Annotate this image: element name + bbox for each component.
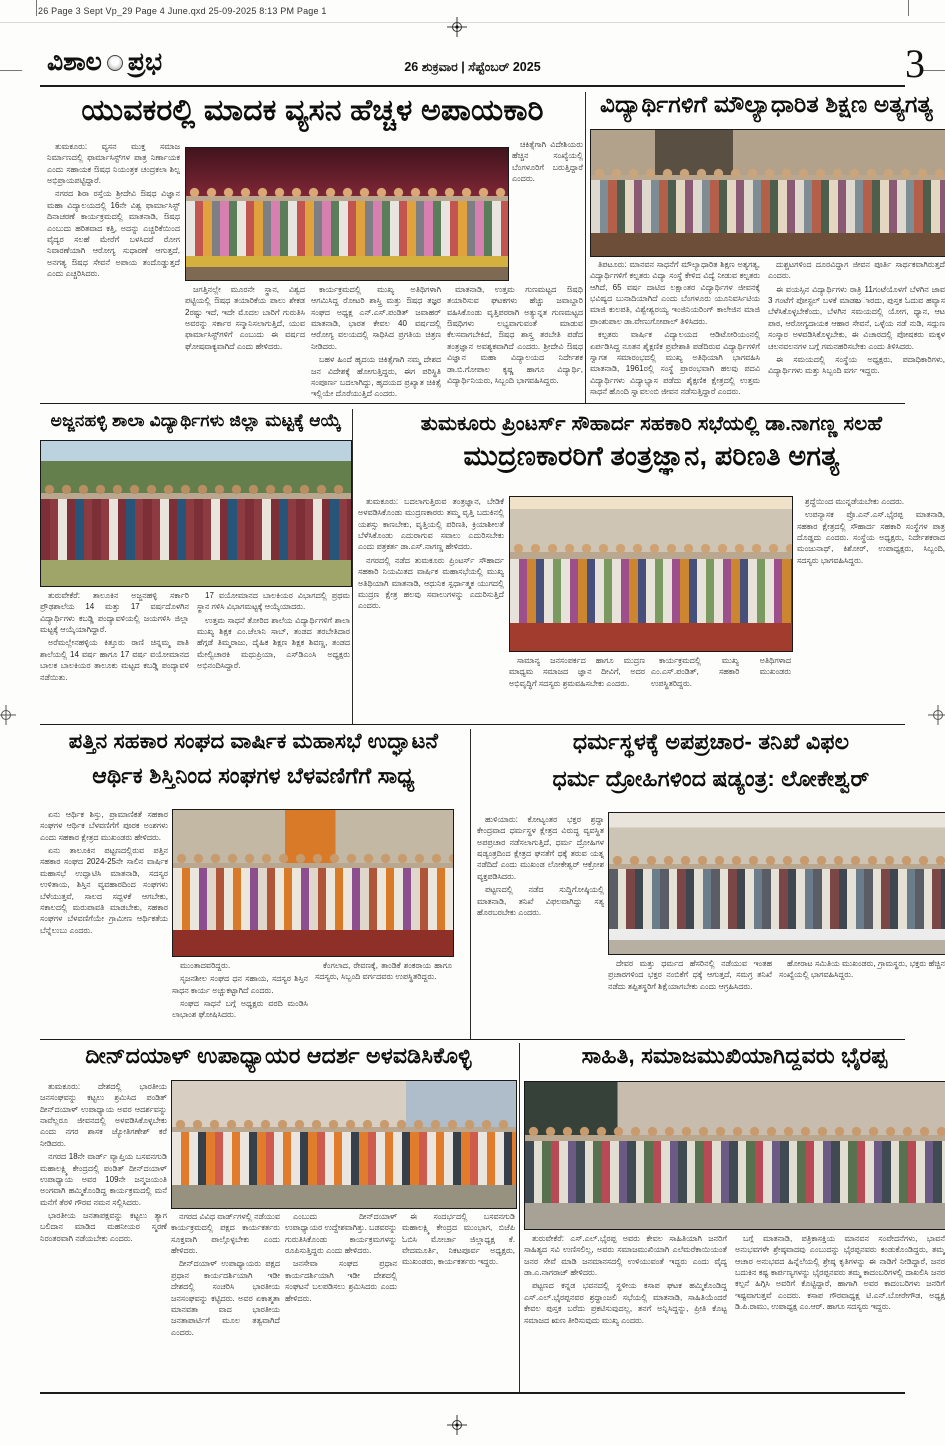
headline-value-education: ವಿದ್ಯಾರ್ಥಿಗಳಿಗೆ ಮೌಲ್ಯಾಧಾರಿತ ಶಿಕ್ಷಣ ಅತ್ಯಗತ್ಯ: [599, 91, 934, 117]
article-column: ಜಗತ್ತಿನಲ್ಲೇ ಮೂರನೇ ಸ್ಥಾನ, ವಿಶ್ವದ ಪಟ್ಟಿಯಲ್ಲಿ ಔಷಧ ತಯಾರಿಕೆಯ ಪಾಲು ಶೇಕಡ 2ರಷ್ಟು ಇದೆ, ಇದೇ ಮೊದಲ ಬಾರಿಗೆ ಗುರುತಿಸಿ ಅವರನ್ನು ಸರ್ಕಾರ ಸನ್ಮಾನಿಸಲಾಗುತ್ತಿದೆ, ಯುವ ಫಾರ್ಮಾಸಿಸ್ಟ್‌ಗಳಿಗೆ ಎಂಬುದು ಈ ವರ್ಷದ ಘೋಷವಾಕ್ಯವಾಗಿದೆ ಎಂದು ಹೇಳಿದರು.: [185, 285, 305, 351]
crop-mark-top-right: [908, 0, 909, 16]
article-column: 17 ವಯೋಮಾನದ ಬಾಲಕಿಯರ ವಿಭಾಗದಲ್ಲಿ ಪ್ರಥಮ ಸ್ಥಾನ ಗಳಿಸಿ ವಿಭಾಗಮಟ್ಟಕ್ಕೆ ಆಯ್ಕೆಯಾದರು. ಉತ್ತಮ ಸಾಧನೆ ತೋರಿದ ಶಾಲೆಯ ವಿದ್ಯಾರ್ಥಿಗಳಿಗೆ ಶಾಲಾ ಮುಖ್ಯ ಶಿಕ್ಷಕ ಎಂ.ಜೆಲಾನಿ ಸಾಬ್, ತಂಡದ ತರಬೇತಿದಾರ ಹೆಗ್ಗಡೆ ತಿಮ್ಮರಾಜು, ದೈಹಿಕ ಶಿಕ್ಷಣ ಶಿಕ್ಷಕ ಶಿವಣ್ಣ, ತಂಡದ ಮೇಲ್ವಿಚಾರಕಿ ಮಧುಪ್ರಿಯಾ, ಎಸ್‌ಡಿಎಂಸಿ ಅಧ್ಯಕ್ಷರು ಅಭಿನಂದಿಸಿದ್ದಾರೆ.: [197, 591, 350, 671]
article-column: ಶ್ರದ್ಧೆಯಿಂದ ಮುನ್ನಡೆಯಬೇಕು ಎಂದರು. ಉಪನ್ಯಾಸಕ ಪ್ರೊ.ಎನ್.ಎಸ್.ಭೈರಪ್ಪ ಮಾತನಾಡಿ, ಸಹಕಾರ ಕ್ಷೇತ್ರದಲ್ಲಿ ಸೌಹಾರ್ದ ಸಹಕಾರಿ ಸಂಸ್ಥೆಗಳ ಪಾತ್ರ ದೊಡ್ಡದು ಎಂದರು. ಸಂಸ್ಥೆಯ ಅಧ್ಯಕ್ಷರು, ನಿರ್ದೇಶಕರಾದ ಮಂಜುನಾಥ್, ಕಿಶೋರ್, ಉಪಾಧ್ಯಕ್ಷರು, ಸಿಬ್ಬಂದಿ, ಸದಸ್ಯರು ಭಾಗವಹಿಸಿದ್ದರು.: [797, 497, 945, 565]
headline-bhairappa-tribute: ಸಾಹಿತಿ, ಸಮಾಜಮುಖಿಯಾಗಿದ್ದವರು ಭೈರಪ್ಪ: [581, 1043, 888, 1068]
headline-coop-discipline: ಆರ್ಥಿಕ ಶಿಸ್ತಿನಿಂದ ಸಂಘಗಳ ಬೆಳವಣಿಗೆಗೆ ಸಾಧ್ಯ: [92, 763, 415, 788]
photo-deendayal-jayanti-event: [171, 1080, 517, 1209]
article-column: ಮಾತನಾಡಿ, ಉತ್ತಮ ಗುಣಮಟ್ಟದ ಔಷಧಿ ತಯಾರಿಸುವ ಘಟಕಗಳು ಹೆಚ್ಚು ಜವಾಬ್ದಾರಿ ವಹಿಸಿಕೊಂಡು ವೃತ್ತಿಪರರಾಗಿ ಅತ್ಯುನ್ನತ ಗುಣಮಟ್ಟದ ಔಷಧಿಗಳು ಲಭ್ಯವಾಗುವಂತೆ ಮಾಡುವ ಕೆಲಸವಾಗಬೇಕಿದೆ, ಔಷಧ ಶಾಸ್ತ್ರ ತರಬೇತಿ ಪಡೆದ ತಂತ್ರಜ್ಞಾನ ಅವಶ್ಯಕವಾಗಿದೆ ಎಂದರು. ಶ್ರೀದೇವಿ ಔಷಧ ವಿಜ್ಞಾನ ಮಹಾ ವಿದ್ಯಾಲಯದ ನಿರ್ದೇಶಕ ಡಾ.ಬಿ.ಗೋಪಾಲ ಕೃಷ್ಣ ಹಾಗೂ ವಿದ್ಯಾರ್ಥಿ, ವಿದ್ಯಾರ್ಥಿನಿಯರು, ಸಿಬ್ಬಂದಿ ಭಾಗವಹಿಸಿದ್ದರು.: [447, 285, 583, 385]
headline-deendayal-ideals: ದೀನ್‌ದಯಾಳ್ ಉಪಾಧ್ಯಾಯರ ಆದರ್ಶ ಅಳವಡಿಸಿಕೊಳ್ಳಿ: [85, 1043, 472, 1068]
crop-mark-top-left: [36, 0, 37, 16]
headline-printers-technology: ಮುದ್ರಣಕಾರರಿಗೆ ತಂತ್ರಜ್ಞಾನ, ಪರಿಣತಿ ಅಗತ್ಯ: [463, 441, 840, 471]
kicker-coop-agm: ಪತ್ತಿನ ಸಹಕಾರ ಸಂಘದ ವಾರ್ಷಿಕ ಮಹಾಸಭೆ ಉದ್ಘಾಟನೆ: [68, 730, 439, 753]
column-divider: [470, 729, 471, 1039]
photo-college-welcome-ceremony: [590, 129, 945, 257]
article-column: ದೇವರ ಮತ್ತು ಧರ್ಮದ ಹೆಸರಿನಲ್ಲಿ ನಡೆಯುವ ಇಂತಹ ಪ್ರಚಾರಗಳಿಂದ ಭಕ್ತರ ನಂಬಿಕೆಗೆ ಧಕ್ಕೆ ಆಗುತ್ತದೆ, ಸಮಗ್ರ ತನಿಖೆ ನಡೆದು ತಪ್ಪಿತಸ್ಥರಿಗೆ ಶಿಕ್ಷೆಯಾಗಬೇಕು ಎಂದು ಆಗ್ರಹಿಸಿದರು.: [608, 959, 772, 991]
column-divider: [352, 409, 353, 724]
photo-printers-cooperative-meeting: [509, 496, 793, 652]
article-column: ಈ ಸಂದರ್ಭದಲ್ಲಿ ಬಸವನಗುಡಿ ಮಹಾಲಕ್ಷ್ಮಿ ಕೇಂದ್ರದ ಮುಂಭಾಗ, ಬಿಜೆಪಿ ಓಬಿಸಿ ಮೋರ್ಚಾ ಜಿಲ್ಲಾಧ್ಯಕ್ಷ ಕೆ. ವೇದಮೂರ್ತಿ, ನಿಕಟಪೂರ್ವ ಅಧ್ಯಕ್ಷರು, ಮುಖಂಡರು, ಕಾರ್ಯಕರ್ತರು ಇದ್ದರು.: [402, 1212, 515, 1267]
article-column: ಕಾರ್ಯಕ್ರಮದಲ್ಲಿ ಮುಖ್ಯ ಅತಿಥಿಗಳಾದ ಎಂ.ಎಸ್.ಪಂಡಿತ್, ಸಹಕಾರಿ ಮುಖಂಡರು ಉಪಸ್ಥಿತರಿದ್ದರು.: [651, 656, 791, 688]
article-column: ಸಾಮಾನ್ಯ ಜನಸಂಪರ್ಕದ ಹಾಗೂ ಮುದ್ರಣ ಮಾಧ್ಯಮ ಸಮಾಜದ ಜ್ಞಾನ ದೀವಿಗೆ, ಅದರ ಅಭಿವೃದ್ಧಿಗೆ ಸದಸ್ಯರು ಶ್ರಮವಹಿಸಬೇಕು ಎಂದರು.: [509, 656, 645, 688]
photo-bhairappa-condolence-meet: [524, 1081, 945, 1230]
masthead-title-part1: ವಿಶಾಲ: [47, 48, 102, 76]
registration-mark-icon: [447, 17, 467, 37]
article-column: ಮುಂತಾದವರಿದ್ದರು. ಸೃಜನಶೀಲ ಸಂಘದ ಧನ ಸಹಾಯ, ಸದಸ್ಯರ ಶಿಸ್ತಿನ ಸಾಧನ ಕಾರ್ಯ ಅಚ್ಚುಕಟ್ಟಾಗಿದೆ ಎಂದರು. ಸಂಘದ ಸಾಧನೆ ಬಗ್ಗೆ ಅಧ್ಯಕ್ಷರು ವರದಿ ಮಂಡಿಸಿ ಲಾಭಾಂಶ ಘೋಷಿಸಿದರು.: [172, 961, 308, 1020]
bottom-rule: [40, 1392, 905, 1394]
section-rule: [40, 1039, 905, 1040]
article-column: ನಗರದ ವಿವಿಧ ವಾರ್ಡ್‌ಗಳಲ್ಲಿ ನಡೆಯುವ ಕಾರ್ಯಕ್ರಮದಲ್ಲಿ ಪಕ್ಷದ ಕಾರ್ಯಕರ್ತರು ಸೂಕ್ತವಾಗಿ ಪಾಲ್ಗೊಳ್ಳಬೇಕು ಎಂದು ಹೇಳಿದರು. ದೀನ್‌ದಯಾಳ್ ಉಪಾಧ್ಯಾಯರು ಪಕ್ಷದ ಪ್ರಧಾನ ಕಾರ್ಯದರ್ಶಿಯಾಗಿ ಇಡೀ ದೇಶದಲ್ಲಿ ಸಂಚರಿಸಿ ಭಾರತೀಯ ಜನಸಂಘವನ್ನು ಕಟ್ಟಿದರು. ಅವರ ಏಕಾತ್ಮತಾ ಮಾನವತಾ ವಾದ ಭಾರತೀಯ ಜನತಾಪಾರ್ಟಿಗೆ ಮೂಲ ತತ್ವವಾಗಿದೆ ಎಂದರು.: [171, 1212, 280, 1337]
headline-school-selection: ಅಜ್ಜನಹಳ್ಳಿ ಶಾಲಾ ವಿದ್ಯಾರ್ಥಿಗಳು ಜಿಲ್ಲಾ ಮಟ್ಟಕ್ಕೆ ಆಯ್ಕೆ: [50, 411, 342, 430]
article-column: ತುರುವೇಕೆರೆ: ಎಸ್.ಎಲ್.ಭೈರಪ್ಪ ಅವರು ಕೇವಲ ಸಾಹಿತಿಯಾಗಿ ಜನರಿಗೆ ಸಾಹಿತ್ಯದ ಸವಿ ಉಣಿಸಲಿಲ್ಲ, ಅವರು ಸಮಾಜಮುಖಿಯಾಗಿ ಎಲೆಮರೆಕಾಯಿಯಂತೆ ಜನರ ಸೇವೆ ಮಾಡಿ ಜನಮಾನಸದಲ್ಲಿ ಉಳಿಯುವಂತೆ ಇದ್ದರು ಎಂದು ವೈದ್ಯ ಡಾ.ಎ.ನಾಗರಾಜ್ ಹೇಳಿದರು. ಪಟ್ಟಣದ ಕನ್ನಡ ಭವನದಲ್ಲಿ ಸ್ಥಳೀಯ ಕಸಾಪ ಘಟಕ ಹಮ್ಮಿಕೊಂಡಿದ್ದ ಎಸ್.ಎಲ್.ಭೈರಪ್ಪನವರ ಶ್ರದ್ಧಾಂಜಲಿ ಸಭೆಯಲ್ಲಿ ಮಾತನಾಡಿ, ಸಾಹಿತಿಯೆಂದರೆ ಕೇವಲ ಪುಸ್ತಕ ಬರೆದು ಪ್ರಕಟಿಸುವುದಲ್ಲ, ತನಗೆ ಅನ್ನಿಸಿದ್ದನ್ನು, ಪ್ರೀತಿ ಕೊಟ್ಟ ಸಮಾಜದ ಋಣ ತೀರಿಸುವುದು ಮುಖ್ಯ ಎಂದರು.: [524, 1234, 727, 1325]
registration-mark-icon: [447, 1415, 467, 1435]
photo-school-students-group: [40, 440, 352, 587]
headline-dharmasthala-conspiracy: ಧರ್ಮ ದ್ರೋಹಿಗಳಿಂದ ಷಡ್ಯಂತ್ರ: ಲೋಕೇಶ್ವರ್: [552, 766, 870, 791]
article-column: ತುರುವೇಕೆರೆ: ತಾಲೂಕಿನ ಅಜ್ಜನಹಳ್ಳಿ ಸರ್ಕಾರಿ ಪ್ರೌಢಶಾಲೆಯ 14 ಮತ್ತು 17 ವರ್ಷದೊಳಗಿನ ವಿದ್ಯಾರ್ಥಿಗಳು ಕಬಡ್ಡಿ ಪಂದ್ಯಾವಳಿಯಲ್ಲಿ ಜಯಗಳಿಸಿ ಜಿಲ್ಲಾ ಮಟ್ಟಕ್ಕೆ ಆಯ್ಕೆಯಾಗಿದ್ದಾರೆ. ಅರೆಮಲ್ಲೇನಹಳ್ಳಿಯ ಕಿತ್ತೂರು ರಾಣಿ ಚಿನ್ನಮ್ಮ ಪಾತಿ ಶಾಲೆಯಲ್ಲಿ 14 ವರ್ಷ ಹಾಗೂ 17 ವರ್ಷ ವಯೋಮಾನದ ಬಾಲಕ ಬಾಲಕಿಯರ ತಾಲೂಕು ಮಟ್ಟದ ಕಬಡ್ಡಿ ಪಂದ್ಯಾವಳಿ ನಡೆಯಿತು.: [40, 591, 189, 682]
article-column: ಚಿಕಿತ್ಸೆಗಾಗಿ ವಿದೇಶಿಯರು ಹೆಚ್ಚಿನ ಸಂಖ್ಯೆಯಲ್ಲಿ ಬೆಂಗಳೂರಿಗೆ ಬರುತ್ತಿದ್ದಾರೆ ಎಂದರು.: [512, 140, 583, 184]
article-column: ಕೆಂಗಲಾದ, ರೇವಣಕ್ಕೆ, ತಾಂಡಿಕೆ ಶಂಕರಾಯ ಹಾಗೂ ಸದಸ್ಯರು, ಸಿಬ್ಬಂದಿ ವರ್ಗದವರು ಉಪಸ್ಥಿತರಿದ್ದರು.: [315, 961, 452, 982]
article-column: ಹೋರಾಟ ಸಮಿತಿಯ ಮುಖಂಡರು, ಗ್ರಾಮಸ್ಥರು, ಭಕ್ತರು ಹೆಚ್ಚಿನ ಸಂಖ್ಯೆಯಲ್ಲಿ ಭಾಗವಹಿಸಿದ್ದರು.: [779, 959, 945, 980]
masthead-title-part2: ಪ್ರಭ: [127, 48, 163, 76]
photo-coop-agm-inauguration: [172, 809, 454, 957]
masthead-rule: [40, 85, 905, 87]
headline-drug-addiction: ಯುವಕರಲ್ಲಿ ಮಾದಕ ವ್ಯಸನ ಹೆಚ್ಚಳ ಅಪಾಯಕಾರಿ: [81, 94, 544, 127]
kicker-dharmasthala-propaganda: ಧರ್ಮಸ್ಥಳಕ್ಕೆ ಅಪಪ್ರಚಾರ- ತನಿಖೆ ವಿಫಲ: [572, 729, 850, 754]
photo-press-meet-hall: [608, 812, 945, 955]
article-column: ತಿಪಟೂರು: ಮಾನವನ ಸಾಧನೆಗೆ ಮೌಲ್ಯಾಧಾರಿತ ಶಿಕ್ಷಣ ಅತ್ಯಗತ್ಯ, ವಿದ್ಯಾರ್ಥಿಗಳಿಗೆ ಕಲ್ಪತರು ವಿದ್ಯಾ ಸಂಸ್ಥೆ ಕೇಳಿದ ವಿದ್ಯೆ ನೀಡುವ ಕಲ್ಪತರು ಆಗಿದೆ, 65 ವರ್ಷ ದಾಟಿದ ಲಕ್ಷಾಂತರ ವಿದ್ಯಾರ್ಥಿಗಳ ಜೀವನಕ್ಕೆ ಭವಿಷ್ಯದ ಬುನಾದಿಯಾಗಿದೆ ಎಂದು ಬೆಂಗಳೂರು ಯೂನಿವರ್ಸಿಟಿಯ ಮಾಜಿ ಕುಲಪತಿ, ವಿಶ್ವೇಶ್ವರಯ್ಯ ಇಂಜಿನಿಯರಿಂಗ್ ಕಾಲೇಜಿನ ಮಾಜಿ ಪ್ರಾಂಶುಪಾಲ ಡಾ.ವೇಣುಗೋಪಾಲ್ ತಿಳಿಸಿದರು. ಕಲ್ಪತರು ವಾರ್ಷಿಕ ವಿದ್ಯಾಲಯದ ಆಡಿಟೋರಿಯಂನಲ್ಲಿ ಏರ್ಪಡಿಸಿದ್ದ ನೂತನ ಶೈಕ್ಷಣಿಕ ಪ್ರವೇಶಾತಿ ಪಡೆದಿರುವ ವಿದ್ಯಾರ್ಥಿಗಳಿಗೆ ಸ್ವಾಗತ ಸಮಾರಂಭದಲ್ಲಿ ಮುಖ್ಯ ಅತಿಥಿಯಾಗಿ ಭಾಗವಹಿಸಿ ಮಾತನಾಡಿ, 1961ರಲ್ಲಿ ಸಂಸ್ಥೆ ಪ್ರಾರಂಭವಾಗಿ ಹಲವು ಪದವಿ ವಿದ್ಯಾರ್ಥಿಗಳು ವಿದ್ಯಾಭ್ಯಾಸ ಪಡೆದು ಶೈಕ್ಷಣಿಕ ಕ್ಷೇತ್ರದಲ್ಲಿ ಉತ್ತಮ ಸಾಧನೆ ಹೊಂದಿ ಸ್ವಾವಲಂಬಿ ಜೀವನ ನಡೆಸುತ್ತಿದ್ದಾರೆ ಎಂದರು.: [590, 260, 760, 396]
article-column: ಏನು ಆರ್ಥಿಕ ಶಿಸ್ತು, ಪ್ರಾಮಾಣಿಕತೆ ಸಹಕಾರ ಸಂಘಗಳ ಆರ್ಥಿಕ ಬೆಳವಣಿಗೆಗೆ ಪೂರಕ ಅಂಶಗಳು ಎಂದು ಸಹಕಾರ ಕ್ಷೇತ್ರದ ಮುಖಂಡರು ಹೇಳಿದರು. ಏನು ತಾಲೂಕಿನ ಪಟ್ಟಣದಲ್ಲಿರುವ ಪತ್ತಿನ ಸಹಕಾರ ಸಂಘದ 2024-25ನೇ ಸಾಲಿನ ವಾರ್ಷಿಕ ಮಹಾಸಭೆ ಉದ್ಘಾಟಿಸಿ ಮಾತನಾಡಿ, ಸದಸ್ಯರ ಉಳಿತಾಯ, ಶಿಸ್ತಿನ ವ್ಯವಹಾರದಿಂದ ಸಂಘಗಳು ಬೆಳೆಯುತ್ತವೆ, ಸಾಲದ ಸದ್ಬಳಕೆ ಆಗಬೇಕು, ಸಕಾಲದಲ್ಲಿ ಮರುಪಾವತಿ ಮಾಡಬೇಕು, ಸಹಕಾರ ಸಂಘಗಳ ಬೆಳವಣಿಗೆಯೇ ಗ್ರಾಮೀಣ ಆರ್ಥಿಕತೆಯ ಬೆನ್ನೆಲುಬು ಎಂದರು.: [40, 810, 168, 935]
registration-mark-icon: [0, 705, 16, 725]
article-column: ಕಾರ್ಯಕ್ರಮದಲ್ಲಿ ಮುಖ್ಯ ಅತಿಥಿಗಳಾಗಿ ಆಗಮಿಸಿದ್ದ ರೋಟರಿ ಶಾಸ್ತ್ರಿ ಮತ್ತು ಔಷಧ ತಜ್ಞರ ಸಂಘದ ಅಧ್ಯಕ್ಷ ಎನ್.ಎಸ್.ಪಂಡಿತ್ ಜವಾಹರ್ ಮಾತನಾಡಿ, ಭಾರತ ಕೇವಲ 40 ವರ್ಷದಲ್ಲಿ ಆರೋಗ್ಯ ವಲಯದಲ್ಲಿ ಸಾಧಿಸಿದ ಪ್ರಗತಿಯ ಚಿತ್ರಣ ನೀಡಿದರು. ಬಹಳ ಹಿಂದೆ ಹೃದಯ ಚಿಕಿತ್ಸೆಗಾಗಿ ನಮ್ಮ ದೇಶದ ಜನ ವಿದೇಶಕ್ಕೆ ಹೋಗುತ್ತಿದ್ದರು, ಈಗ ಪರಿಸ್ಥಿತಿ ಸಂಪೂರ್ಣ ಬದಲಾಗಿದ್ದು, ಹೃದಯದ ಪ್ರಖ್ಯಾತ ಚಿಕಿತ್ಸೆ ಇಲ್ಲಿಯೇ ದೊರೆಯುತ್ತಿದೆ ಎಂದರು.: [311, 285, 441, 399]
page-number: 3: [905, 41, 925, 86]
article-column: ತುಮಕೂರು: ದೇಶದಲ್ಲಿ ಭಾರತೀಯ ಜನಸಂಘವನ್ನು ಕಟ್ಟಲು ಶ್ರಮಿಸಿದ ಪಂಡಿತ್ ದೀನ್‌ದಯಾಳ್ ಉಪಾಧ್ಯಾಯ ಅವರ ಆದರ್ಶವನ್ನು ನಾವೆಲ್ಲರೂ ಜೀವನದಲ್ಲಿ ಅಳವಡಿಸಿಕೊಳ್ಳಬೇಕು ಎಂದು ನಗರ ಶಾಸಕ ಜ್ಯೋತಿಗಣೇಶ್ ಕರೆ ನೀಡಿದರು. ನಗರದ 18ನೇ ವಾರ್ಡ್ ವ್ಯಾಪ್ತಿಯ ಬಸವನಗುಡಿ ಮಹಾಲಕ್ಷ್ಮಿ ಕೇಂದ್ರದಲ್ಲಿ ಪಂಡಿತ್ ದೀನ್‌ದಯಾಳ್ ಉಪಾಧ್ಯಾಯ ಅವರ 109ನೇ ಜನ್ಮಜಯಂತಿ ಅಂಗವಾಗಿ ಹಮ್ಮಿಕೊಂಡಿದ್ದ ಕಾರ್ಯಕ್ರಮದಲ್ಲಿ ಮನೆ ಮನೆಗೆ ತೆರಳಿ ಗೌರವ ನಮನ ಸಲ್ಲಿಸಿದರು. ಭಾರತೀಯ ಜನತಾಪಕ್ಷವನ್ನು ಕಟ್ಟಲು ತ್ಯಾಗ ಬಲಿದಾನ ಮಾಡಿದ ಮಹನೀಯರ ಸ್ಮರಣೆ ನಿರಂತರವಾಗಿ ನಡೆಯಬೇಕು ಎಂದರು.: [40, 1082, 167, 1243]
article-column: ಹುಳಿಯಾರು: ಕೋಟ್ಯಂತರ ಭಕ್ತರ ಶ್ರದ್ಧಾ ಕೇಂದ್ರವಾದ ಧರ್ಮಸ್ಥಳ ಕ್ಷೇತ್ರದ ವಿರುದ್ಧ ವ್ಯವಸ್ಥಿತ ಅಪಪ್ರಚಾರ ನಡೆಸಲಾಗುತ್ತಿದೆ, ಧರ್ಮ ದ್ರೋಹಿಗಳ ಷಡ್ಯಂತ್ರದಿಂದ ಕ್ಷೇತ್ರದ ಘನತೆಗೆ ಧಕ್ಕೆ ತರುವ ಯತ್ನ ನಡೆದಿದೆ ಎಂದು ಮುಖಂಡ ಲೋಕೇಶ್ವರ್ ಆಕ್ರೋಶ ವ್ಯಕ್ತಪಡಿಸಿದರು. ಪಟ್ಟಣದಲ್ಲಿ ನಡೆದ ಸುದ್ದಿಗೋಷ್ಠಿಯಲ್ಲಿ ಮಾತನಾಡಿ, ತನಿಖೆ ವಿಫಲವಾಗಿದ್ದು ಸತ್ಯ ಹೊರಬರಬೇಕು ಎಂದರು.: [477, 815, 604, 917]
article-column: ತುಮಕೂರು: ವ್ಯಸನ ಮುಕ್ತ ಸಮಾಜ ನಿರ್ಮಾಣದಲ್ಲಿ ಫಾರ್ಮಾಸಿಸ್ಟ್‌ಗಳ ಪಾತ್ರ ನಿರ್ಣಾಯಕ ಎಂದು ಸಹಾಯಕ ಔಷಧ ನಿಯಂತ್ರಕ ಚಂದ್ರಕಲಾ ಶಿಲ್ಪ ಅಭಿಪ್ರಾಯಪಟ್ಟಿದ್ದಾರೆ. ನಗರದ ಶಿರಾ ರಸ್ತೆಯ ಶ್ರೀದೇವಿ ಔಷಧ ವಿಜ್ಞಾನ ಮಹಾ ವಿದ್ಯಾಲಯದಲ್ಲಿ 16ನೇ ವಿಶ್ವ ಫಾರ್ಮಾಸಿಸ್ಟ್ ದಿನಾಚರಣೆ ಕಾರ್ಯಕ್ರಮದಲ್ಲಿ ಮಾತನಾಡಿ, ಔಷಧ ಎಂಬುದು ಹರಿತವಾದ ಕತ್ತಿ, ಅದನ್ನು ಎಚ್ಚರಿಕೆಯಿಂದ ವೈದ್ಯರ ಸಲಹೆ ಮೇರೆಗೆ ಬಳಸಿದರೆ ರೋಗ ನಿವಾರಣೆಯಾಗಿ ಆರೋಗ್ಯ ಸುಧಾರಣೆ ಆಗುತ್ತದೆ, ಅನಗತ್ಯ ಔಷಧ ಸೇವನೆ ಅಪಾಯ ತಂದೊಡ್ಡುತ್ತದೆ ಎಂದು ಎಚ್ಚರಿಸಿದರು.: [47, 142, 180, 278]
column-divider: [519, 1043, 520, 1392]
kicker-printers-meeting: ತುಮಕೂರು ಪ್ರಿಂಟರ್ಸ್ ಸೌಹಾರ್ದ ಸಹಕಾರಿ ಸಭೆಯಲ್ಲಿ ಡಾ.ನಾಗಣ್ಣ ಸಲಹೆ: [420, 413, 883, 435]
crop-mark-right: [923, 70, 945, 71]
article-column: ಎಂಬುದು ದೀನ್‌ದಯಾಳ್ ಉಪಾಧ್ಯಾಯರ ಉದ್ದೇಶವಾಗಿತ್ತು. ಬಡವರನ್ನು ಗುರುತಿಸಿಕೊಂಡು ಕಾರ್ಯಕ್ರಮಗಳನ್ನು ರೂಪಿಸುತ್ತಿದ್ದರು ಎಂದು ಹೇಳಿದರು. ಜನಸೇವಾ ಸಂಘದ ಪ್ರಧಾನ ಕಾರ್ಯದರ್ಶಿಯಾಗಿ ಇಡೀ ದೇಶದಲ್ಲಿ ಸಂಘಟನೆ ಬಲಪಡಿಸಲು ಶ್ರಮಿಸಿದರು ಎಂದು ಹೇಳಿದರು.: [285, 1212, 397, 1303]
column-divider: [585, 92, 586, 403]
edition-dateline: 26 ಶುಕ್ರವಾರ | ಸೆಪ್ಟೆಂಬರ್ 2025: [404, 60, 541, 74]
article-column: ಬಗ್ಗೆ ಮಾತನಾಡಿ, ಪತ್ರಿಕಾಸಕ್ತಿಯ ಮಾನವನ ಸಂವೇದನೆಗಳು, ಭಾವನೆ ಅನುಭವಗಳೇ ಶ್ರೇಷ್ಠವಾದವು ಎಂಬುದನ್ನು ಭೈರಪ್ಪನವರು ಕಂಡುಕೊಂಡಿದ್ದರು, ತಮ್ಮ ಆಚಾರ ಅನುಭವದ ಹಿನ್ನೆಲೆಯಲ್ಲಿ ಶ್ರೇಷ್ಠ ಕೃತಿಗಳನ್ನು ಈ ನಾಡಿಗೆ ನೀಡಿದ್ದಾರೆ, ಜನರ ಬದುಕಿನ ಕಷ್ಟ ಕಾರ್ಪಣ್ಯಗಳನ್ನು ಭೈರಪ್ಪನವರು ತಮ್ಮ ಕಾದಂಬರಿಗಳಲ್ಲಿ ದಾಖಲಿಸಿ ಜನರ ಕಲ್ಪನೆ ಹಿಗ್ಗಿಸಿ ಅವರಿಗೆ ಕೊಟ್ಟಿದ್ದಾರೆ, ಹಾಗಾಗಿ ಅವರ ಕಾದಂಬರಿಗಳು ಜನರಿಗೆ ಇಷ್ಟವಾಗುತ್ತವೆ ಎಂದರು. ಕಸಾಪ ಗೌರವಾಧ್ಯಕ್ಷ ಟಿ.ಎನ್.ಬೋರೇಗೌಡ, ಅಧ್ಯಕ್ಷ ಡಿ.ಪಿ.ರಾಮು, ಉಪಾಧ್ಯಕ್ಷ ಎಂ.ಆರ್. ಹಾಗೂ ಸದಸ್ಯರು ಇದ್ದರು.: [735, 1234, 945, 1312]
article-column: ತುಮಕೂರು: ಬದಲಾಗುತ್ತಿರುವ ತಂತ್ರಜ್ಞಾನ, ಬೇಡಿಕೆ ಅಳವಡಿಸಿಕೊಂಡು ಮುದ್ರಣಕಾರರು ತಮ್ಮ ವೃತ್ತಿ ಬದುಕಿನಲ್ಲಿ ಯಶಸ್ಸು ಕಾಣಬೇಕು, ವೃತ್ತಿಯಲ್ಲಿ ಪರಿಣತಿ, ಕ್ರಿಯಾಶೀಲತೆ ಬೆಳೆಸಿಕೊಂಡು ಎದುರಾಗುವ ಸವಾಲು ಎದುರಿಸಬೇಕು ಎಂದು ಪತ್ರಕರ್ತ ಡಾ.ಎಸ್.ನಾಗಣ್ಣ ಹೇಳಿದರು. ನಗರದಲ್ಲಿ ನಡೆದ ತುಮಕೂರು ಪ್ರಿಂಟರ್ಸ್ ಸೌಹಾರ್ದ ಸಹಕಾರಿ ನಿಯಮಿತದ ವಾರ್ಷಿಕ ಮಹಾಸಭೆಯಲ್ಲಿ ಮುಖ್ಯ ಅತಿಥಿಯಾಗಿ ಮಾತನಾಡಿ, ಆಧುನಿಕ ಸ್ಪರ್ಧಾತ್ಮಕ ಯುಗದಲ್ಲಿ ಮುದ್ರಣ ಕ್ಷೇತ್ರ ಹಲವು ಸವಾಲುಗಳನ್ನು ಎದುರಿಸುತ್ತಿದೆ ಎಂದರು.: [358, 497, 504, 611]
crop-mark-left: [0, 70, 22, 71]
print-proof-header: 26 Page 3 Sept Vp_29 Page 4 June.qxd 25-09-2025 8:13 PM Page 1: [38, 6, 327, 16]
article-column: ದುಶ್ಚಟಗಳಿಂದ ದೂರವಿದ್ದಾಗ ಜೀವನ ಪೂರ್ತಿ ಸಾರ್ಥಕವಾಗಿರುತ್ತದೆ ಎಂದರು. ಈ ವಯಸ್ಸಿನ ವಿದ್ಯಾರ್ಥಿಗಳು ರಾತ್ರಿ 11ಗಂಟೆಯೊಳಗೆ ಬೆಳಗಿನ ಜಾವ 3 ಗಂಟೆಗೆ ಪೋಸ್ಟಲ್ ಬಳಕೆ ಮಾಡబಾರದು, ಪುಸ್ತಕ ಓದುವ ಹವ್ಯಾಸ ಬೆಳೆಸಿಕೊಳ್ಳಬೇಕೆಂದು, ಬೆಳಗಿನ ಸಮಯದಲ್ಲಿ ಯೋಗ, ಧ್ಯಾನ, ಆಟ ಪಾಠ, ಆರೋಗ್ಯದಾಯಕ ಆಹಾರ ಸೇವನೆ, ಒಳ್ಳೆಯ ನಡೆ ನುಡಿ, ಸದ್ಗುಣ ಸಂಸ್ಕಾರ ಅಳವಡಿಸಿಕೊಳ್ಳಬೇಕು, ಈ ವಿಚಾರದಲ್ಲಿ ಪೋಷಕರು ಮಕ್ಕಳ ಚಲನವಲನಗಳ ಬಗ್ಗೆ ಗಮನಹರಿಸಬೇಕು ಎಂದು ತಿಳಿಸಿದರು. ಈ ಸಮಯದಲ್ಲಿ ಸಂಸ್ಥೆಯ ಅಧ್ಯಕ್ಷರು, ಪದಾಧಿಕಾರಿಗಳು, ವಿದ್ಯಾರ್ಥಿಗಳು ಮತ್ತು ಸಿಬ್ಬಂದಿ ವರ್ಗ ಇದ್ದರು.: [768, 260, 945, 376]
proof-divider: [0, 22, 945, 23]
section-rule: [40, 724, 905, 725]
section-rule: [40, 403, 905, 404]
photo-pharmacist-day-event: [185, 147, 509, 281]
